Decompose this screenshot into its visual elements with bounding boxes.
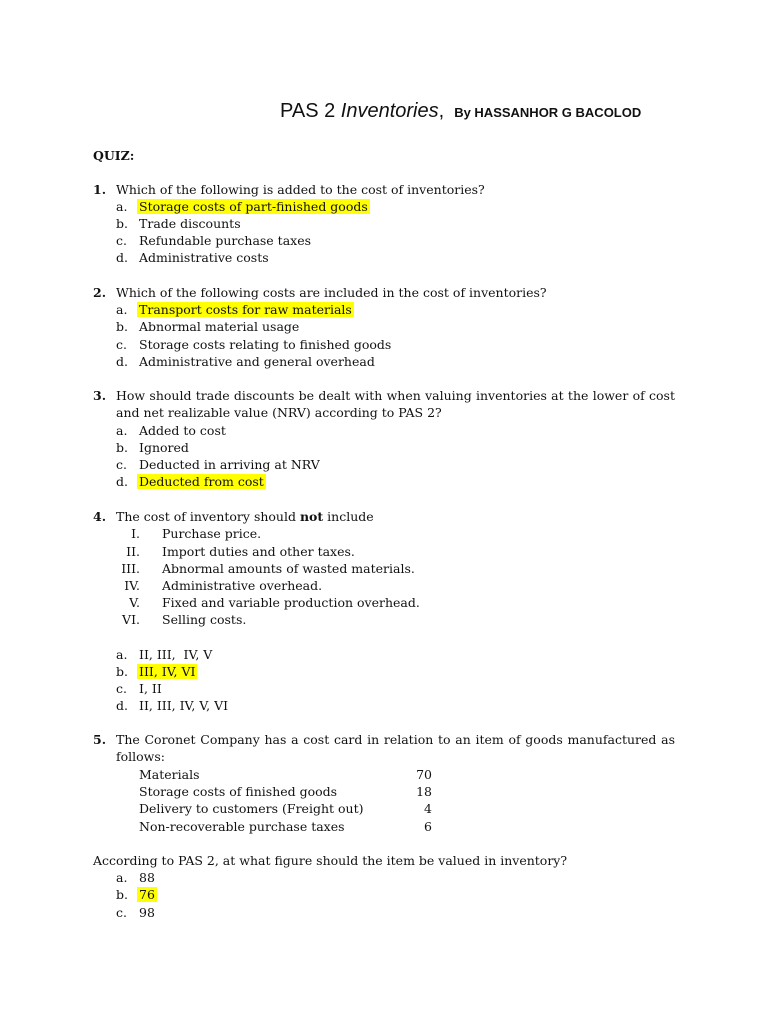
question-2-text: Which of the following costs are included in the cost of inventories? (116, 285, 547, 300)
cost-card-value: 6 (424, 819, 432, 834)
question-1-option-b: Trade discounts (139, 216, 241, 231)
roman-numeral: II. (126, 544, 140, 559)
question-2-option-a (139, 301, 354, 318)
question-5-option-a-letter: a. (116, 870, 128, 885)
cost-card-label: Non-recoverable purchase taxes (139, 819, 345, 834)
question-2-option-c-letter: c. (116, 337, 127, 352)
roman-numeral: III. (121, 561, 140, 576)
question-5-option-b (139, 886, 157, 903)
question-4-item: Purchase price. (162, 526, 262, 541)
question-4-item: Administrative overhead. (162, 578, 323, 593)
question-4-item: Fixed and variable production overhead. (162, 595, 420, 610)
roman-numeral: IV. (124, 578, 140, 593)
question-2-option-d: Administrative and general overhead (139, 354, 375, 369)
highlighted-answer: Storage costs of part-finished goods (139, 199, 368, 214)
question-4-option-c: I, II (139, 681, 162, 696)
quiz-label: QUIZ: (93, 148, 135, 163)
question-4-text-after: include (323, 509, 374, 524)
question-1-option-c: Refundable purchase taxes (139, 233, 312, 248)
author-byline: By HASSANHOR G BACOLOD (454, 105, 642, 120)
question-4-item: Abnormal amounts of wasted materials. (162, 561, 415, 576)
question-5-prompt: According to PAS 2, at what figure should the item be valued in inventory? (93, 853, 568, 868)
document-title (280, 100, 641, 123)
question-3-option-b-letter: b. (116, 440, 128, 455)
title-comma: , (438, 100, 445, 122)
cost-card-label: Delivery to customers (Freight out) (139, 801, 364, 816)
question-5-text: The Coronet Company has a cost card in relation to an item of goods manufactured as follows: (116, 732, 675, 764)
question-4-option-b (139, 663, 197, 680)
question-4-text (116, 508, 374, 525)
roman-numeral: VI. (122, 612, 140, 627)
question-1-option-d: Administrative costs (139, 250, 269, 265)
question-2-option-b-letter: b. (116, 319, 128, 334)
question-2-option-b: Abnormal material usage (139, 319, 300, 334)
question-1-option-a-letter: a. (116, 199, 128, 214)
title-prefix: PAS 2 (280, 100, 341, 122)
question-3-option-b: Ignored (139, 440, 189, 455)
highlighted-answer: 76 (139, 887, 155, 902)
highlighted-answer: Deducted from cost (139, 474, 264, 489)
question-4-option-a: II, III, IV, V (139, 647, 213, 662)
cost-card-value: 70 (416, 767, 432, 782)
question-4-option-b-letter: b. (116, 664, 128, 679)
question-1-text: Which of the following is added to the cost of inventories? (116, 182, 485, 197)
question-3-option-a-letter: a. (116, 423, 128, 438)
question-2-option-a-letter: a. (116, 302, 128, 317)
highlighted-answer: III, IV, VI (139, 664, 196, 679)
question-4-text-before: The cost of inventory should (116, 509, 300, 524)
roman-numeral: I. (131, 526, 140, 541)
highlighted-answer: Transport costs for raw materials (139, 302, 352, 317)
question-4-option-c-letter: c. (116, 681, 127, 696)
question-3-option-a: Added to cost (139, 423, 226, 438)
question-3-number: 3. (93, 388, 107, 403)
cost-card-label: Storage costs of finished goods (139, 784, 338, 799)
cost-card-value: 4 (424, 801, 432, 816)
question-5-option-b-letter: b. (116, 887, 128, 902)
question-3-option-d (139, 473, 266, 490)
question-4-option-a-letter: a. (116, 647, 128, 662)
question-2-option-d-letter: d. (116, 354, 128, 369)
question-3-option-c-letter: c. (116, 457, 127, 472)
question-4-item: Selling costs. (162, 612, 247, 627)
question-3-option-c: Deducted in arriving at NRV (139, 457, 320, 472)
cost-card-value: 18 (416, 784, 432, 799)
question-3-option-d-letter: d. (116, 474, 128, 489)
question-4-number: 4. (93, 509, 107, 524)
question-1-option-c-letter: c. (116, 233, 127, 248)
roman-numeral: V. (129, 595, 140, 610)
question-4-option-d: II, III, IV, V, VI (139, 698, 229, 713)
question-1-option-b-letter: b. (116, 216, 128, 231)
question-4-text-bold: not (299, 509, 324, 524)
question-3-text: How should trade discounts be dealt with when valuing inventories at the lower of cost and net realizable value (NRV) according to PAS 2? (116, 388, 675, 420)
question-1-option-a (139, 198, 370, 215)
title-italic: Inventories (340, 100, 439, 122)
question-1-option-d-letter: d. (116, 250, 128, 265)
cost-card-label: Materials (139, 767, 200, 782)
question-5-number: 5. (93, 732, 107, 747)
question-4-item: Import duties and other taxes. (162, 544, 355, 559)
question-4-option-d-letter: d. (116, 698, 128, 713)
question-1-number: 1. (93, 182, 107, 197)
question-5-option-c-letter: c. (116, 905, 127, 920)
question-2-number: 2. (93, 285, 107, 300)
question-5-option-c: 98 (139, 905, 155, 920)
question-2-option-c: Storage costs relating to finished goods (139, 337, 392, 352)
question-5-option-a: 88 (139, 870, 155, 885)
